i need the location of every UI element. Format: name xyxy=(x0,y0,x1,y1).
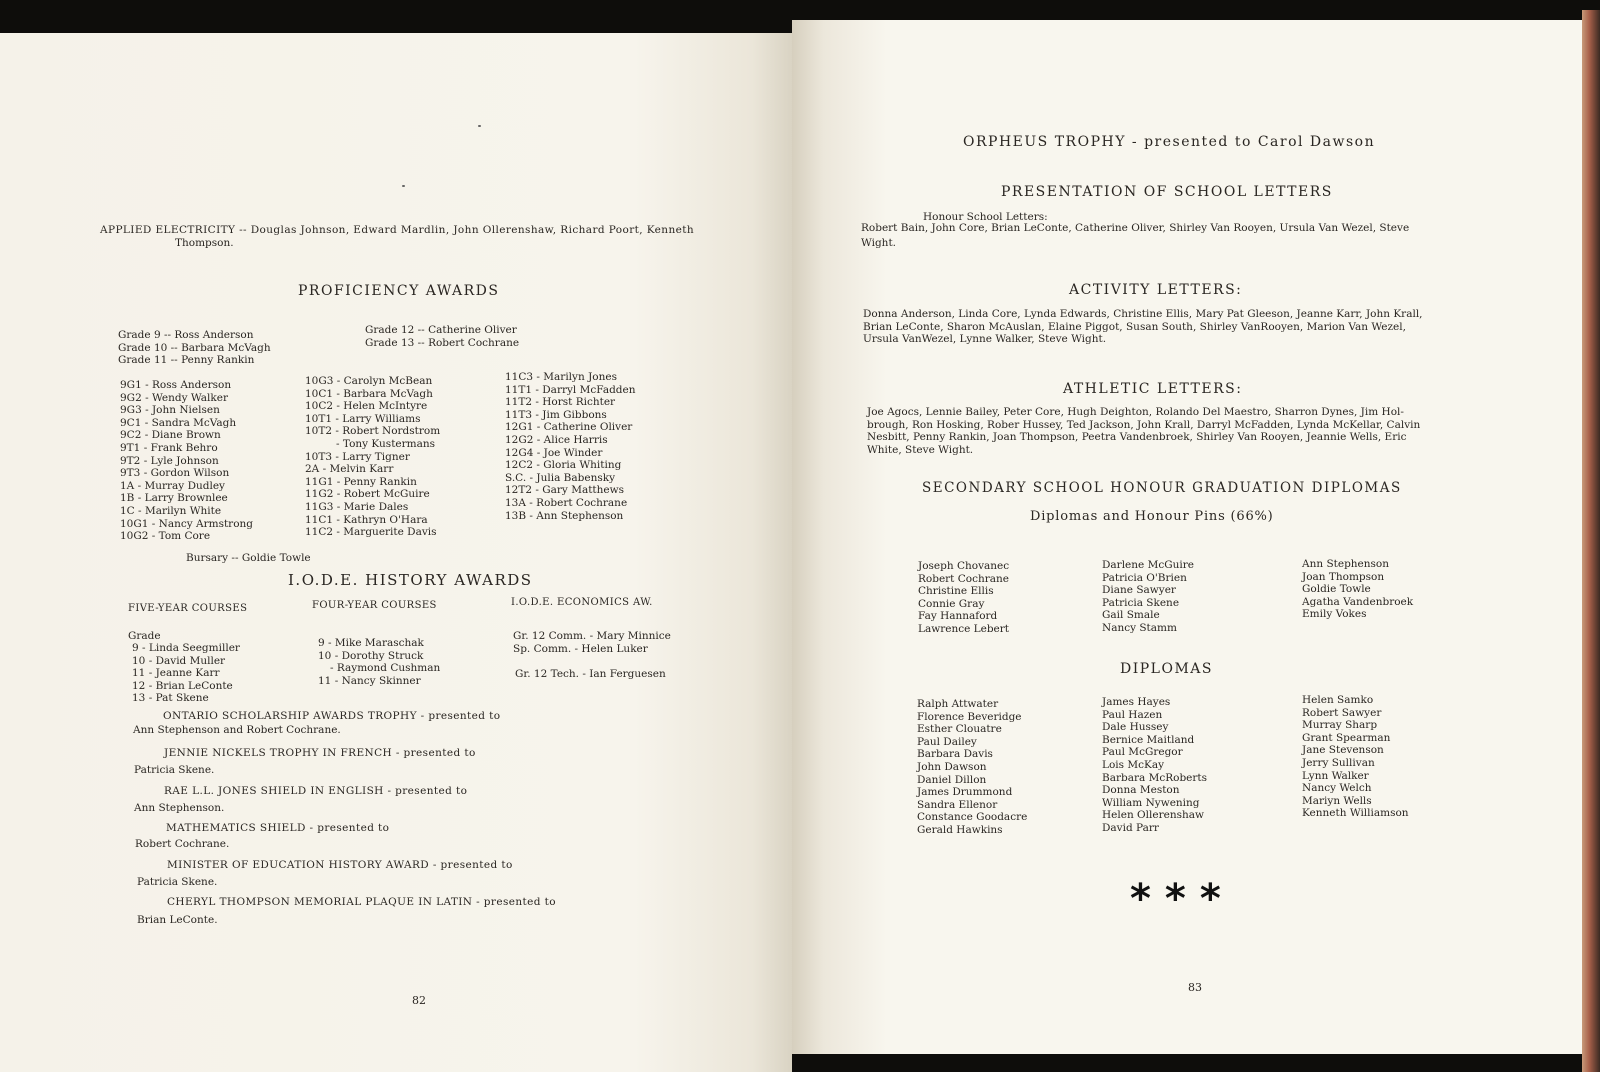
list-item: Paul Hazen xyxy=(1102,708,1163,721)
list-item: 9C2 - Diane Brown xyxy=(120,429,221,442)
honour-letters-line2: Wight. xyxy=(861,237,897,249)
list-item: Sp. Comm. - Helen Luker xyxy=(513,642,648,655)
diplomas-heading: DIPLOMAS xyxy=(1120,661,1213,677)
list-item: Mariyn Wells xyxy=(1302,794,1372,807)
trophy-line1: CHERYL THOMPSON MEMORIAL PLAQUE IN LATIN - presented to xyxy=(167,896,556,908)
list-item: Agatha Vandenbroek xyxy=(1302,595,1414,608)
list-item: 11T3 - Jim Gibbons xyxy=(505,408,607,421)
list-item: 10G2 - Tom Core xyxy=(120,530,211,543)
honour-diplomas-col2 xyxy=(1102,559,1194,635)
list-item: Florence Beveridge xyxy=(917,710,1022,723)
list-item: Grant Spearman xyxy=(1302,731,1391,744)
list-item: Grade 13 -- Robert Cochrane xyxy=(365,336,520,349)
list-item: Joan Thompson xyxy=(1302,570,1385,583)
list-item: Lawrence Lebert xyxy=(918,622,1010,635)
honour-diplomas-subtitle: Diplomas and Honour Pins (66%) xyxy=(1030,509,1274,524)
list-item: Daniel Dillon xyxy=(917,773,987,786)
list-item: Goldie Towle xyxy=(1302,583,1371,596)
iode-history-heading: I.O.D.E. HISTORY AWARDS xyxy=(288,571,533,589)
class-awards-col1 xyxy=(120,379,253,543)
economics-list xyxy=(513,630,671,655)
list-item: Fay Hannaford xyxy=(918,610,998,623)
text-line: Ursula VanWezel, Lynne Walker, Steve Wight. xyxy=(863,333,1107,346)
list-item: 10 - David Muller xyxy=(132,654,226,667)
orpheus-trophy: ORPHEUS TROPHY - presented to Carol Dawson xyxy=(963,134,1376,150)
list-item: Gr. 12 Tech. - Ian Ferguesen xyxy=(515,668,666,680)
class-awards-col2 xyxy=(305,375,440,539)
five-year-heading: FIVE-YEAR COURSES xyxy=(128,603,248,614)
list-item: 9G1 - Ross Anderson xyxy=(120,379,232,391)
list-item: Gail Smale xyxy=(1102,609,1160,622)
list-item: 12G1 - Catherine Oliver xyxy=(505,421,633,434)
list-item: 10C2 - Helen McIntyre xyxy=(305,400,428,413)
list-item: Donna Meston xyxy=(1102,784,1180,797)
asterisk-ornament: *** xyxy=(1130,876,1235,922)
text-line: White, Steve Wight. xyxy=(867,443,974,456)
trophy-line1: JENNIE NICKELS TROPHY IN FRENCH - presented to xyxy=(164,747,476,759)
list-item: 9G3 - John Nielsen xyxy=(120,404,220,417)
list-item: Jane Stevenson xyxy=(1302,744,1384,757)
school-letters-heading: PRESENTATION OF SCHOOL LETTERS xyxy=(1001,184,1333,200)
list-item: Nancy Stamm xyxy=(1102,621,1177,634)
list-item: 10G1 - Nancy Armstrong xyxy=(120,517,254,530)
list-item: Helen Ollerenshaw xyxy=(1102,809,1204,822)
diplomas-col2 xyxy=(1102,696,1207,835)
trophy-line2: Patricia Skene. xyxy=(134,764,215,776)
trophy-line2: Patricia Skene. xyxy=(137,876,218,888)
list-item: 11G1 - Penny Rankin xyxy=(305,475,417,488)
diplomas-col1 xyxy=(917,698,1027,837)
five-year-list xyxy=(132,642,240,705)
list-item: Esther Clouatre xyxy=(917,723,1002,736)
applied-electricity-line1: APPLIED ELECTRICITY -- Douglas Johnson, Edward Mardlin, John Ollerenshaw, Richard Poort, Kenneth xyxy=(100,224,695,236)
paper-speck xyxy=(402,185,405,187)
list-item: 11T1 - Darryl McFadden xyxy=(505,383,636,396)
list-item: - Raymond Cushman xyxy=(330,662,441,675)
list-item: 10C1 - Barbara McVagh xyxy=(305,387,433,400)
list-item: Ralph Attwater xyxy=(917,698,999,710)
list-item: Patricia Skene xyxy=(1102,596,1180,609)
trophy-line2: Ann Stephenson and Robert Cochrane. xyxy=(133,724,341,736)
list-item: Gerald Hawkins xyxy=(917,823,1003,836)
list-item: 12T2 - Gary Matthews xyxy=(505,484,625,497)
list-item: Christine Ellis xyxy=(918,585,994,598)
list-item: Grade 10 -- Barbara McVagh xyxy=(118,341,271,354)
list-item: Jerry Sullivan xyxy=(1302,756,1375,769)
list-item: Sandra Ellenor xyxy=(917,798,998,811)
list-item: 2A - Melvin Karr xyxy=(305,463,394,476)
athletic-letters-text xyxy=(867,406,1420,456)
list-item: Dale Hussey xyxy=(1102,721,1169,734)
list-item: Robert Sawyer xyxy=(1302,706,1382,719)
list-item: 11C3 - Marilyn Jones xyxy=(505,371,617,383)
list-item: Kenneth Williamson xyxy=(1302,807,1409,820)
left-page xyxy=(0,33,792,1072)
honour-diplomas-heading: SECONDARY SCHOOL HONOUR GRADUATION DIPLOMAS xyxy=(922,480,1402,496)
list-item: 11G3 - Marie Dales xyxy=(305,500,409,513)
list-item: 11C1 - Kathryn O'Hara xyxy=(305,513,428,526)
list-item: Helen Samko xyxy=(1302,694,1374,706)
list-item: Constance Goodacre xyxy=(917,811,1028,824)
right-page xyxy=(792,20,1582,1054)
trophy-line1: ONTARIO SCHOLARSHIP AWARDS TROPHY - presented to xyxy=(163,710,501,722)
list-item: 11T2 - Horst Richter xyxy=(505,396,616,409)
text-line: Brian LeConte, Sharon McAuslan, Elaine Piggot, Susan South, Shirley VanRooyen, Marion Van Wezel, xyxy=(863,320,1406,333)
list-item: Barbara Davis xyxy=(917,748,993,761)
list-item: - Tony Kustermans xyxy=(336,437,436,450)
list-item: 9 - Linda Seegmiller xyxy=(132,642,240,654)
list-item: S.C. - Julia Babensky xyxy=(505,471,616,484)
honour-letters-label: Honour School Letters: xyxy=(923,211,1048,223)
list-item: James Hayes xyxy=(1102,696,1171,708)
list-item: William Nywening xyxy=(1102,796,1200,809)
list-item: 1B - Larry Brownlee xyxy=(120,492,228,505)
page-number: 82 xyxy=(412,994,426,1007)
text-line: brough, Ron Hosking, Rober Hussey, Ted Jackson, John Krall, Darryl McFadden, Lynda McKellar, Calvin xyxy=(867,418,1421,431)
list-item: 12G4 - Joe Winder xyxy=(505,446,603,459)
list-item: 10 - Dorothy Struck xyxy=(318,649,424,662)
list-item: 11 - Jeanne Karr xyxy=(132,667,220,680)
list-item: 13A - Robert Cochrane xyxy=(505,496,628,509)
list-item: Patricia O'Brien xyxy=(1102,571,1187,584)
list-item: 12 - Brian LeConte xyxy=(132,679,233,692)
text-line: Nesbitt, Penny Rankin, Joan Thompson, Peetra Vandenbroek, Shirley Van Rooyen, Jeannie Wells, Eric xyxy=(867,431,1407,444)
list-item: Joseph Chovanec xyxy=(918,560,1010,572)
list-item: Paul McGregor xyxy=(1102,746,1183,759)
trophy-line2: Brian LeConte. xyxy=(137,914,218,926)
list-item: Robert Cochrane xyxy=(918,572,1009,585)
honour-letters-line1: Robert Bain, John Core, Brian LeConte, Catherine Oliver, Shirley Van Rooyen, Ursula Van Wezel, Steve xyxy=(861,222,1410,234)
list-item: 9C1 - Sandra McVagh xyxy=(120,416,237,429)
economics-heading: I.O.D.E. ECONOMICS AW. xyxy=(511,597,653,608)
list-item: James Drummond xyxy=(917,786,1013,799)
list-item: 13 - Pat Skene xyxy=(132,692,209,705)
four-year-list xyxy=(318,637,440,687)
list-item: Grade 9 -- Ross Anderson xyxy=(118,329,254,341)
trophy-line1: MINISTER OF EDUCATION HISTORY AWARD - presented to xyxy=(167,859,513,871)
bursary-line: Bursary -- Goldie Towle xyxy=(186,552,311,564)
proficiency-awards-heading: PROFICIENCY AWARDS xyxy=(298,283,500,299)
activity-letters-heading: ACTIVITY LETTERS: xyxy=(1069,282,1243,298)
athletic-letters-heading: ATHLETIC LETTERS: xyxy=(1063,381,1243,397)
grade-label: Grade xyxy=(128,630,161,642)
list-item: 9 - Mike Maraschak xyxy=(318,637,424,649)
paper-speck xyxy=(478,125,481,127)
four-year-heading: FOUR-YEAR COURSES xyxy=(312,600,437,611)
diplomas-col3 xyxy=(1302,694,1409,820)
list-item: John Dawson xyxy=(917,760,987,773)
list-item: 9T3 - Gordon Wilson xyxy=(120,467,230,480)
list-item: Lynn Walker xyxy=(1302,769,1369,782)
trophy-line2: Robert Cochrane. xyxy=(135,838,230,850)
list-item: 11G2 - Robert McGuire xyxy=(305,488,430,501)
list-item: 9T2 - Lyle Johnson xyxy=(120,454,219,467)
text-line: Joe Agocs, Lennie Bailey, Peter Core, Hugh Deighton, Rolando Del Maestro, Sharron Dynes, Jim Hol- xyxy=(867,406,1404,418)
list-item: Grade 11 -- Penny Rankin xyxy=(118,354,255,367)
trophy-line2: Ann Stephenson. xyxy=(134,802,225,814)
text-line: Donna Anderson, Linda Core, Lynda Edwards, Christine Ellis, Mary Pat Gleeson, Jeanne Karr, John Krall, xyxy=(863,308,1423,320)
trophy-line1: MATHEMATICS SHIELD - presented to xyxy=(166,822,390,834)
list-item: Gr. 12 Comm. - Mary Minnice xyxy=(513,630,671,642)
honour-diplomas-col3 xyxy=(1302,558,1413,621)
list-item: 10T3 - Larry Tigner xyxy=(305,450,410,463)
page-number: 83 xyxy=(1188,981,1202,994)
trophy-line1: RAE L.L. JONES SHIELD IN ENGLISH - presented to xyxy=(164,785,468,797)
list-item: Emily Vokes xyxy=(1302,608,1367,621)
list-item: 12C2 - Gloria Whiting xyxy=(505,459,622,472)
list-item: Nancy Welch xyxy=(1302,782,1372,795)
list-item: Paul Dailey xyxy=(917,735,977,748)
list-item: David Parr xyxy=(1102,821,1159,834)
list-item: 10G3 - Carolyn McBean xyxy=(305,375,433,387)
list-item: 1A - Murray Dudley xyxy=(120,479,225,492)
list-item: 11 - Nancy Skinner xyxy=(318,674,421,687)
list-item: 11C2 - Marguerite Davis xyxy=(305,526,437,539)
list-item: Murray Sharp xyxy=(1302,719,1378,732)
list-item: Lois McKay xyxy=(1102,758,1165,771)
list-item: 1C - Marilyn White xyxy=(120,504,222,517)
list-item: Connie Gray xyxy=(918,597,985,610)
honour-diplomas-col1 xyxy=(918,560,1009,636)
list-item: Grade 12 -- Catherine Oliver xyxy=(365,324,517,336)
list-item: 10T1 - Larry Williams xyxy=(305,412,421,425)
grade-awards-list xyxy=(118,329,271,367)
list-item: Darlene McGuire xyxy=(1102,559,1194,571)
list-item: 9G2 - Wendy Walker xyxy=(120,391,228,404)
applied-electricity-line2: Thompson. xyxy=(175,237,234,249)
list-item: 9T1 - Frank Behro xyxy=(120,441,218,454)
grade-awards-upper-list xyxy=(365,324,519,349)
list-item: Diane Sawyer xyxy=(1102,584,1176,597)
list-item: Ann Stephenson xyxy=(1302,558,1390,570)
list-item: Barbara McRoberts xyxy=(1102,771,1208,784)
list-item: 12G2 - Alice Harris xyxy=(505,433,608,446)
activity-letters-text xyxy=(863,308,1423,346)
class-awards-col3 xyxy=(505,371,636,522)
book-edge xyxy=(1582,10,1600,1072)
list-item: 10T2 - Robert Nordstrom xyxy=(305,425,441,438)
list-item: 13B - Ann Stephenson xyxy=(505,509,624,522)
list-item: Bernice Maitland xyxy=(1102,733,1195,746)
